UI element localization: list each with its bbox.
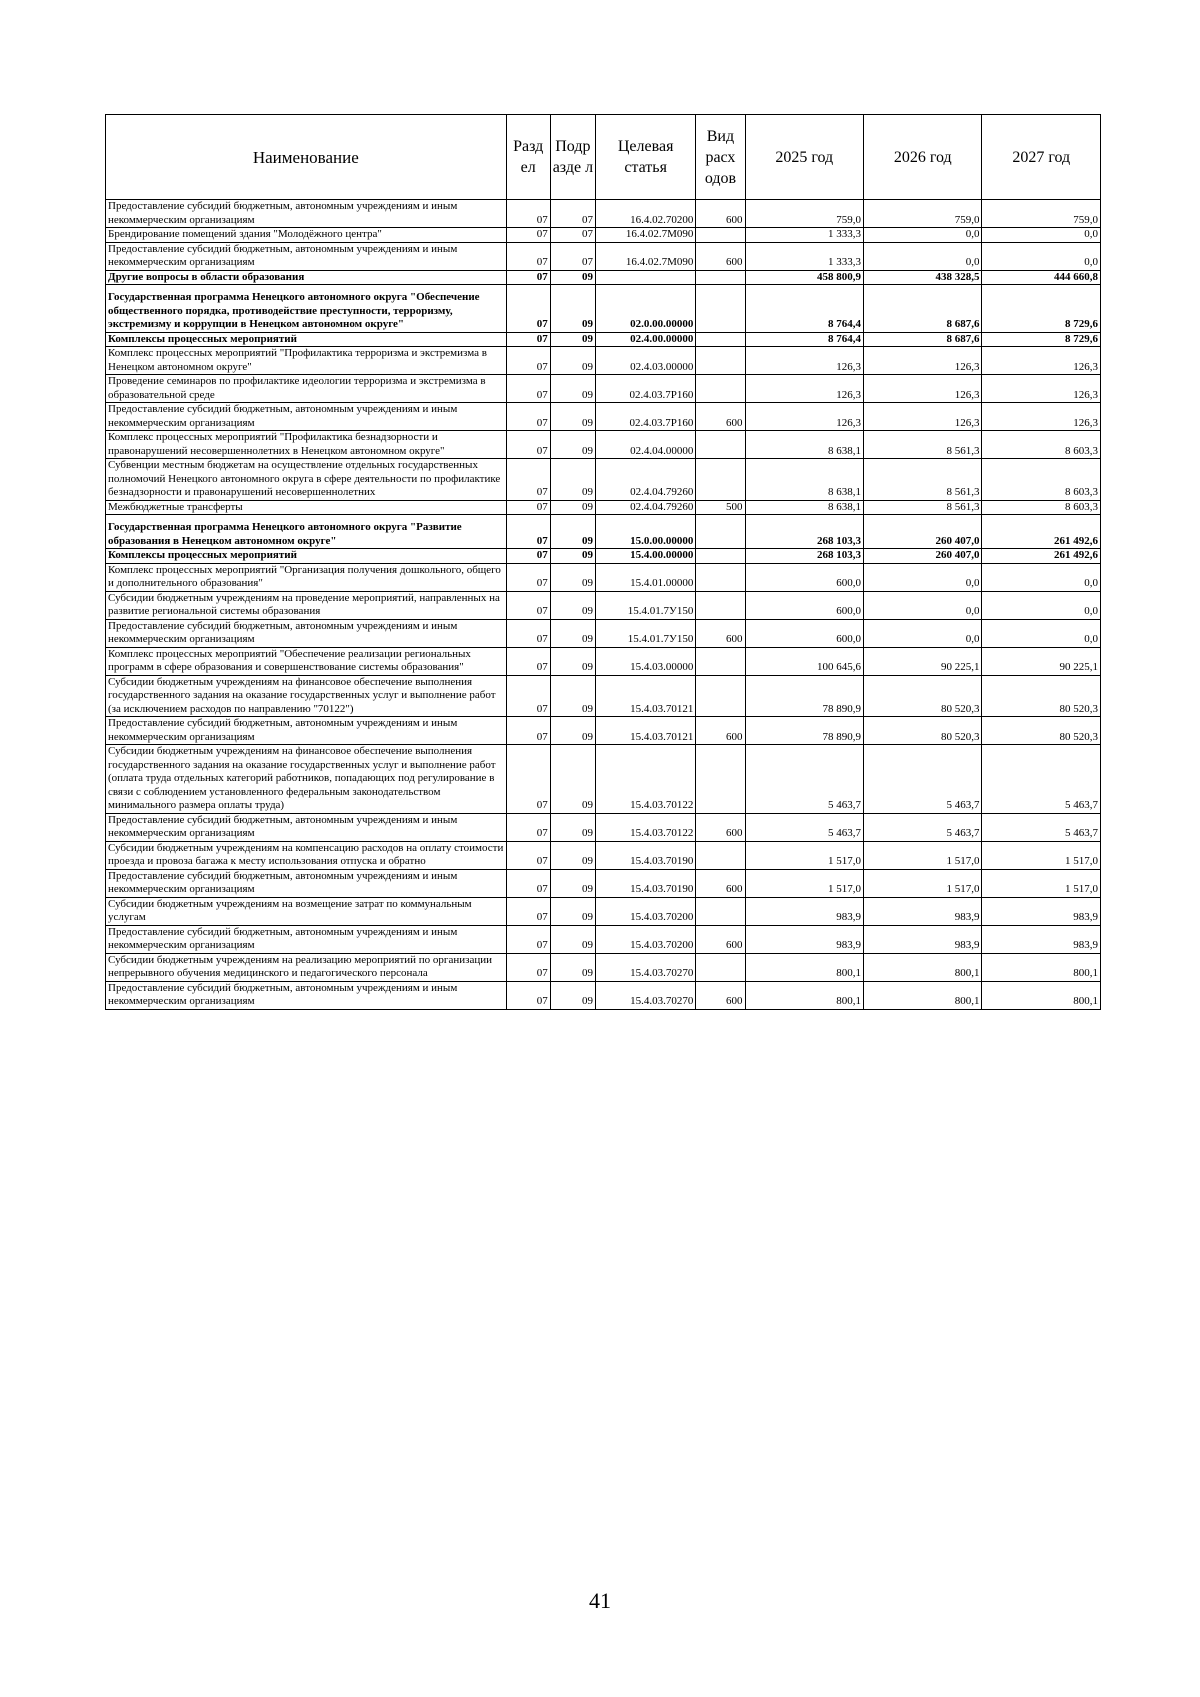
row-razdel: 07 [506,500,550,515]
row-2025: 800,1 [745,953,863,981]
row-name: Субсидии бюджетным учреждениям на финансовое обеспечение выполнения государственного задания на оказание государственных услуг и выполнение работ (оплата труда отдельных категорий работников, попадающих под регулирование в связи с соблюдением установленного федеральным законодательством минимального размера оплаты труда) [106,745,507,814]
row-2026: 8 561,3 [864,431,982,459]
row-podrazdel: 09 [550,285,595,333]
row-2026: 8 561,3 [864,500,982,515]
row-name: Субсидии бюджетным учреждениям на финансовое обеспечение выполнения государственного задания на оказание государственных услуг и выполнение работ (за исключением расходов по направлению "70122") [106,675,507,717]
row-2027: 0,0 [982,619,1101,647]
row-2027: 8 603,3 [982,431,1101,459]
row-vid [696,431,745,459]
row-2025: 600,0 [745,563,863,591]
row-2025: 126,3 [745,403,863,431]
row-2026: 5 463,7 [864,745,982,814]
row-vid [696,515,745,549]
row-razdel: 07 [506,270,550,285]
row-article: 02.4.04.79260 [595,500,695,515]
row-2027: 983,9 [982,925,1101,953]
row-2027: 800,1 [982,981,1101,1009]
row-2026: 90 225,1 [864,647,982,675]
row-podrazdel: 09 [550,549,595,564]
row-2027: 261 492,6 [982,549,1101,564]
header-vid: Вид расх одов [696,115,745,200]
row-podrazdel: 09 [550,619,595,647]
row-2025: 1 517,0 [745,869,863,897]
row-2025: 800,1 [745,981,863,1009]
table-row [106,925,1101,953]
row-podrazdel: 09 [550,591,595,619]
row-2025: 5 463,7 [745,745,863,814]
row-vid: 600 [696,869,745,897]
row-podrazdel: 09 [550,953,595,981]
row-article: 02.4.03.7Р160 [595,375,695,403]
row-razdel: 07 [506,591,550,619]
row-name: Предоставление субсидий бюджетным, автономным учреждениям и иным некоммерческим организациям [106,200,507,228]
row-name: Комплекс процессных мероприятий "Профилактика безнадзорности и правонарушений несовершеннолетних в Ненецком автономном округе" [106,431,507,459]
row-article: 15.4.01.7У150 [595,591,695,619]
row-2025: 78 890,9 [745,675,863,717]
row-razdel: 07 [506,200,550,228]
row-2026: 80 520,3 [864,717,982,745]
row-podrazdel: 09 [550,459,595,501]
row-2025: 78 890,9 [745,717,863,745]
row-2026: 5 463,7 [864,813,982,841]
row-2026: 1 517,0 [864,841,982,869]
row-2026: 0,0 [864,228,982,243]
row-article: 15.4.03.70121 [595,717,695,745]
table-row [106,813,1101,841]
table-row [106,500,1101,515]
row-article: 02.4.04.79260 [595,459,695,501]
row-razdel: 07 [506,925,550,953]
row-podrazdel: 09 [550,270,595,285]
row-2026: 80 520,3 [864,675,982,717]
row-podrazdel: 09 [550,717,595,745]
row-2025: 126,3 [745,347,863,375]
row-name: Другие вопросы в области образования [106,270,507,285]
table-row [106,285,1101,333]
row-2027: 1 517,0 [982,869,1101,897]
row-article: 15.4.03.70200 [595,897,695,925]
table-row [106,332,1101,347]
row-2025: 600,0 [745,619,863,647]
row-2027: 80 520,3 [982,717,1101,745]
row-razdel: 07 [506,745,550,814]
table-row [106,647,1101,675]
row-vid: 600 [696,619,745,647]
row-2027: 126,3 [982,347,1101,375]
table-row [106,591,1101,619]
header-2027: 2027 год [982,115,1101,200]
header-2026: 2026 год [864,115,982,200]
row-article: 15.4.03.70270 [595,953,695,981]
table-row [106,403,1101,431]
row-razdel: 07 [506,285,550,333]
row-2027: 0,0 [982,591,1101,619]
row-article: 16.4.02.7М090 [595,242,695,270]
row-name: Субсидии бюджетным учреждениям на компенсацию расходов на оплату стоимости проезда и провоза багажа к месту использования отпуска и обратно [106,841,507,869]
row-vid [696,953,745,981]
table-row [106,841,1101,869]
row-article: 15.4.01.7У150 [595,619,695,647]
row-2026: 800,1 [864,953,982,981]
row-2026: 8 561,3 [864,459,982,501]
row-2027: 0,0 [982,563,1101,591]
row-name: Государственная программа Ненецкого автономного округа "Развитие образования в Ненецком автономном округе" [106,515,507,549]
row-podrazdel: 09 [550,745,595,814]
row-vid [696,841,745,869]
row-podrazdel: 09 [550,403,595,431]
row-article: 16.4.02.70200 [595,200,695,228]
row-podrazdel: 09 [550,647,595,675]
row-article: 02.4.03.00000 [595,347,695,375]
table-body [106,200,1101,1010]
row-name: Предоставление субсидий бюджетным, автономным учреждениям и иным некоммерческим организациям [106,925,507,953]
row-2026: 126,3 [864,347,982,375]
table-row [106,717,1101,745]
row-vid: 600 [696,242,745,270]
row-2026: 438 328,5 [864,270,982,285]
row-name: Комплекс процессных мероприятий "Организация получения дошкольного, общего и дополнительного образования" [106,563,507,591]
row-2026: 983,9 [864,897,982,925]
row-name: Комплексы процессных мероприятий [106,332,507,347]
row-vid [696,347,745,375]
table-row [106,228,1101,243]
table-row [106,869,1101,897]
row-vid [696,647,745,675]
row-2026: 126,3 [864,375,982,403]
row-2027: 261 492,6 [982,515,1101,549]
row-2026: 0,0 [864,619,982,647]
row-article: 15.0.00.00000 [595,515,695,549]
page-number: 41 [589,1588,611,1613]
row-razdel: 07 [506,403,550,431]
row-podrazdel: 09 [550,925,595,953]
row-vid: 600 [696,403,745,431]
row-2027: 8 603,3 [982,500,1101,515]
table-row [106,897,1101,925]
row-razdel: 07 [506,332,550,347]
row-2025: 983,9 [745,925,863,953]
row-2027: 0,0 [982,242,1101,270]
row-razdel: 07 [506,347,550,375]
row-razdel: 07 [506,515,550,549]
row-2027: 983,9 [982,897,1101,925]
row-vid: 600 [696,925,745,953]
row-vid [696,332,745,347]
row-article: 02.0.00.00000 [595,285,695,333]
row-podrazdel: 07 [550,228,595,243]
row-2026: 759,0 [864,200,982,228]
table-row [106,375,1101,403]
header-2025: 2025 год [745,115,863,200]
row-2026: 8 687,6 [864,285,982,333]
table-row [106,563,1101,591]
row-name: Комплекс процессных мероприятий "Профилактика терроризма и экстремизма в Ненецком автономном округе" [106,347,507,375]
row-vid: 500 [696,500,745,515]
row-name: Брендирование помещений здания "Молодёжного центра" [106,228,507,243]
row-razdel: 07 [506,981,550,1009]
row-name: Межбюджетные трансферты [106,500,507,515]
row-podrazdel: 09 [550,500,595,515]
row-name: Субсидии бюджетным учреждениям на возмещение затрат по коммунальным услугам [106,897,507,925]
row-article: 02.4.03.7Р160 [595,403,695,431]
row-podrazdel: 09 [550,563,595,591]
row-2026: 1 517,0 [864,869,982,897]
row-vid: 600 [696,981,745,1009]
row-2027: 90 225,1 [982,647,1101,675]
header-razdel: Разд ел [506,115,550,200]
row-podrazdel: 09 [550,347,595,375]
row-2026: 800,1 [864,981,982,1009]
row-2027: 1 517,0 [982,841,1101,869]
budget-table [105,114,1101,1010]
row-2025: 8 764,4 [745,285,863,333]
table-row [106,981,1101,1009]
row-2025: 268 103,3 [745,549,863,564]
row-2027: 126,3 [982,375,1101,403]
row-name: Предоставление субсидий бюджетным, автономным учреждениям и иным некоммерческим организациям [106,717,507,745]
table-row [106,515,1101,549]
header-name: Наименование [106,115,507,200]
row-vid: 600 [696,200,745,228]
row-article: 15.4.01.00000 [595,563,695,591]
row-razdel: 07 [506,459,550,501]
row-razdel: 07 [506,619,550,647]
row-razdel: 07 [506,953,550,981]
row-2027: 8 729,6 [982,285,1101,333]
row-2025: 983,9 [745,897,863,925]
row-name: Субвенции местным бюджетам на осуществление отдельных государственных полномочий Ненецкого автономного округа в сфере деятельности по профилактике безнадзорности и правонарушений несовершеннолетних [106,459,507,501]
row-razdel: 07 [506,717,550,745]
row-podrazdel: 09 [550,841,595,869]
table-row [106,459,1101,501]
row-article: 02.4.00.00000 [595,332,695,347]
row-article: 16.4.02.7М090 [595,228,695,243]
row-2025: 8 638,1 [745,500,863,515]
row-2026: 0,0 [864,242,982,270]
row-podrazdel: 09 [550,431,595,459]
row-2025: 8 764,4 [745,332,863,347]
row-razdel: 07 [506,431,550,459]
row-podrazdel: 07 [550,200,595,228]
row-2027: 80 520,3 [982,675,1101,717]
row-2027: 5 463,7 [982,745,1101,814]
table-row [106,549,1101,564]
row-2026: 260 407,0 [864,549,982,564]
row-vid [696,285,745,333]
row-vid [696,675,745,717]
row-2025: 126,3 [745,375,863,403]
row-vid [696,459,745,501]
row-razdel: 07 [506,675,550,717]
row-name: Проведение семинаров по профилактике идеологии терроризма и экстремизма в образовательной среде [106,375,507,403]
row-razdel: 07 [506,563,550,591]
row-2025: 8 638,1 [745,431,863,459]
row-2025: 8 638,1 [745,459,863,501]
row-2027: 0,0 [982,228,1101,243]
row-article: 15.4.03.70122 [595,745,695,814]
row-2027: 800,1 [982,953,1101,981]
row-article: 15.4.03.70121 [595,675,695,717]
row-vid [696,897,745,925]
row-razdel: 07 [506,869,550,897]
row-vid [696,549,745,564]
row-vid [696,270,745,285]
row-name: Предоставление субсидий бюджетным, автономным учреждениям и иным некоммерческим организациям [106,869,507,897]
row-2025: 600,0 [745,591,863,619]
row-2025: 1 333,3 [745,228,863,243]
row-podrazdel: 09 [550,869,595,897]
row-razdel: 07 [506,242,550,270]
row-razdel: 07 [506,549,550,564]
row-article: 15.4.00.00000 [595,549,695,564]
row-name: Субсидии бюджетным учреждениям на реализацию мероприятий по организации непрерывного обучения медицинского и педагогического персонала [106,953,507,981]
row-2026: 8 687,6 [864,332,982,347]
row-name: Государственная программа Ненецкого автономного округа "Обеспечение общественного порядка, противодействие преступности, терроризму, экстремизму и коррупции в Ненецком автономном округе" [106,285,507,333]
header-row [106,115,1101,200]
table-row [106,242,1101,270]
table-row [106,347,1101,375]
row-vid [696,591,745,619]
header-article: Целевая статья [595,115,695,200]
row-2026: 260 407,0 [864,515,982,549]
row-razdel: 07 [506,841,550,869]
header-podrazdel: Подр азде л [550,115,595,200]
row-name: Комплексы процессных мероприятий [106,549,507,564]
row-2025: 5 463,7 [745,813,863,841]
row-vid [696,228,745,243]
table-row [106,270,1101,285]
table-row [106,431,1101,459]
row-2025: 1 517,0 [745,841,863,869]
row-name: Предоставление субсидий бюджетным, автономным учреждениям и иным некоммерческим организациям [106,619,507,647]
row-article: 15.4.03.70190 [595,869,695,897]
row-podrazdel: 09 [550,375,595,403]
table-row [106,675,1101,717]
row-2027: 8 603,3 [982,459,1101,501]
row-article: 15.4.03.00000 [595,647,695,675]
row-razdel: 07 [506,228,550,243]
row-name: Комплекс процессных мероприятий "Обеспечение реализации региональных программ в сфере образования и совершенствование системы образования" [106,647,507,675]
row-2026: 983,9 [864,925,982,953]
row-2025: 1 333,3 [745,242,863,270]
row-article: 15.4.03.70270 [595,981,695,1009]
table-row [106,200,1101,228]
row-2026: 0,0 [864,591,982,619]
row-2025: 100 645,6 [745,647,863,675]
row-razdel: 07 [506,375,550,403]
row-vid: 600 [696,717,745,745]
row-name: Предоставление субсидий бюджетным, автономным учреждениям и иным некоммерческим организациям [106,403,507,431]
row-article [595,270,695,285]
table-row [106,745,1101,814]
row-2026: 0,0 [864,563,982,591]
row-podrazdel: 09 [550,897,595,925]
table-row [106,619,1101,647]
row-name: Предоставление субсидий бюджетным, автономным учреждениям и иным некоммерческим организациям [106,813,507,841]
row-vid [696,375,745,403]
row-name: Предоставление субсидий бюджетным, автономным учреждениям и иным некоммерческим организациям [106,981,507,1009]
row-name: Субсидии бюджетным учреждениям на проведение мероприятий, направленных на развитие региональной системы образования [106,591,507,619]
row-article: 15.4.03.70200 [595,925,695,953]
row-2027: 444 660,8 [982,270,1101,285]
row-article: 15.4.03.70190 [595,841,695,869]
row-vid [696,563,745,591]
row-vid [696,745,745,814]
row-2025: 458 800,9 [745,270,863,285]
row-razdel: 07 [506,813,550,841]
row-podrazdel: 09 [550,813,595,841]
row-podrazdel: 07 [550,242,595,270]
row-vid: 600 [696,813,745,841]
row-podrazdel: 09 [550,515,595,549]
row-podrazdel: 09 [550,332,595,347]
row-2025: 759,0 [745,200,863,228]
row-podrazdel: 09 [550,675,595,717]
row-2026: 126,3 [864,403,982,431]
row-2027: 759,0 [982,200,1101,228]
row-podrazdel: 09 [550,981,595,1009]
row-razdel: 07 [506,647,550,675]
row-article: 02.4.04.00000 [595,431,695,459]
row-2027: 5 463,7 [982,813,1101,841]
table-row [106,953,1101,981]
row-2027: 8 729,6 [982,332,1101,347]
row-name: Предоставление субсидий бюджетным, автономным учреждениям и иным некоммерческим организациям [106,242,507,270]
row-razdel: 07 [506,897,550,925]
row-article: 15.4.03.70122 [595,813,695,841]
row-2027: 126,3 [982,403,1101,431]
row-2025: 268 103,3 [745,515,863,549]
